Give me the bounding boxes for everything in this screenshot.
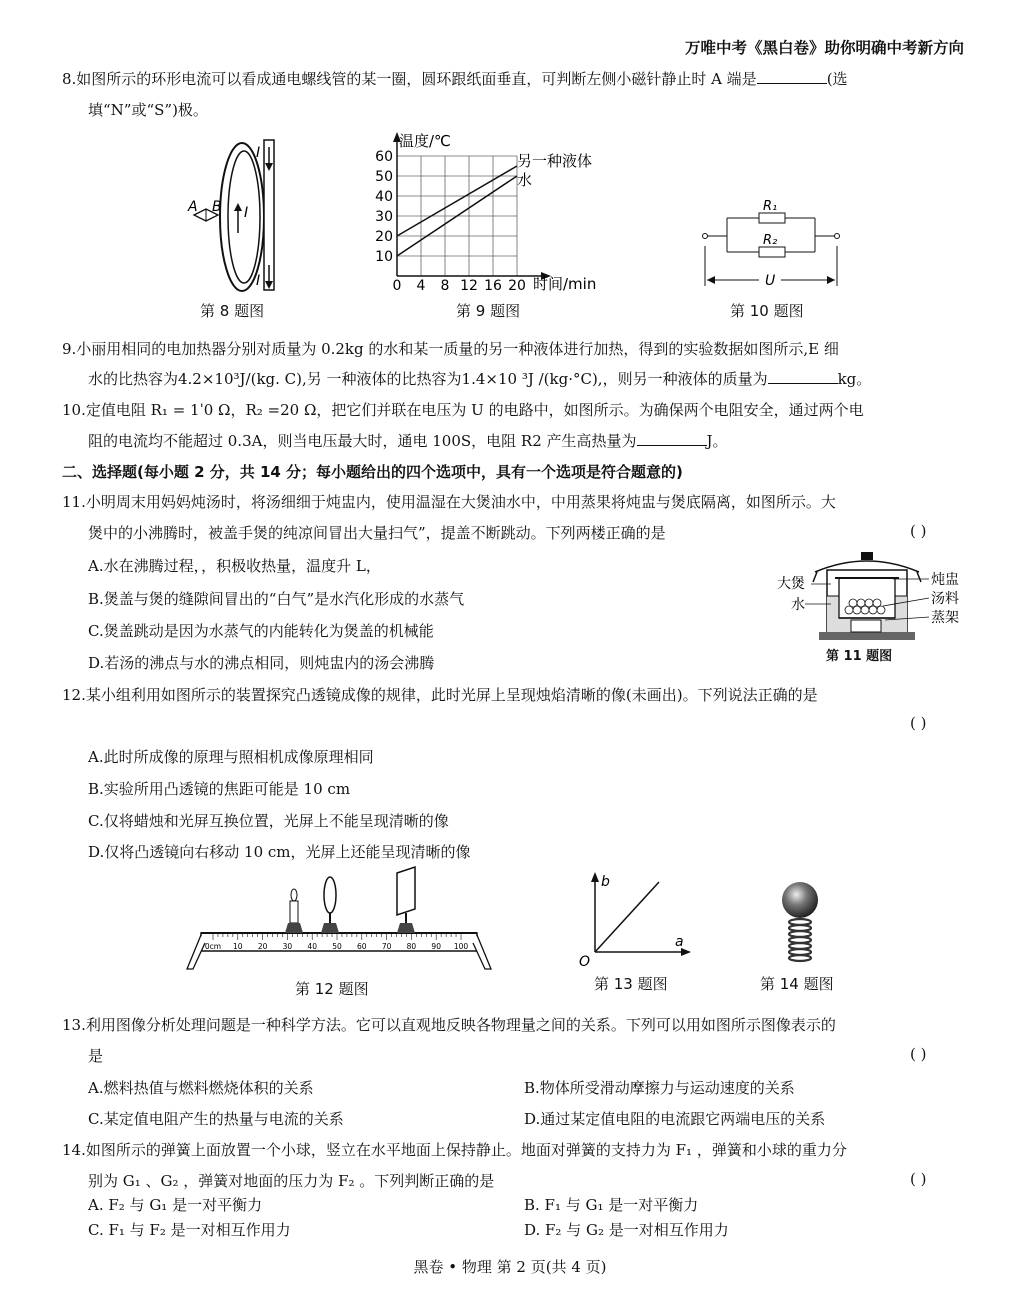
fig8-caption: 第 8 题图	[200, 302, 265, 320]
fig9-ytick-label: 10	[375, 249, 393, 265]
fig12-ruler-label: 80	[406, 942, 417, 951]
q8-answer-blank[interactable]	[757, 69, 827, 84]
q8-text: 8.如图所示的环形电流可以看成通电螺线管的某一圈，圆环跟纸面垂直，可判断左侧小磁针静止时 A 端是	[62, 70, 757, 88]
fig12-ruler-label: 90	[431, 942, 441, 951]
fig10-r2: R₂	[763, 233, 778, 248]
fig11-label-pot: 大煲	[777, 576, 805, 592]
q8-line2: 填“N”或“S”)极。	[88, 101, 208, 119]
q14-option-d[interactable]: D. F₂ 与 G₂ 是一对相互作用力	[524, 1221, 729, 1239]
fig12-ruler-label: 0cm	[204, 942, 222, 951]
fig13-graph	[575, 870, 695, 970]
q9-line2	[88, 368, 871, 389]
fig12-ruler-label: 10	[233, 942, 243, 951]
q8-line1	[62, 68, 848, 89]
fig9-ylabel: 温度/℃	[399, 132, 451, 150]
fig12-ruler-label: 50	[332, 942, 342, 951]
q11-option-c[interactable]: C.煲盖跳动是因为水蒸气的内能转化为煲盖的机械能	[88, 622, 434, 640]
fig9-xtick-label: 4	[416, 278, 426, 294]
q8-text-tail: (选	[826, 70, 848, 88]
fig8-label-b: B	[212, 199, 222, 215]
fig12-ruler-label: 60	[357, 942, 367, 951]
q10-line1: 10.定值电阻 R₁ = 1ˈ0 Ω，R₂ =20 Ω，把它们并联在电压为 U 的电路中，如图所示。为确保两个电阻安全，通过两个电	[62, 401, 864, 419]
q11-answer-paren[interactable]: ( )	[910, 522, 927, 540]
q14-option-b[interactable]: B. F₁ 与 G₁ 是一对平衡力	[524, 1196, 699, 1214]
q9-line1: 9.小丽用相同的电加热器分别对质量为 0.2kg 的水和某一质量的另一种液体进行加热，得到的实验数据如图所示,E 细	[62, 340, 839, 358]
light-screen	[397, 867, 415, 933]
fig8-label-i-bottom: I	[256, 273, 261, 289]
fig8-label-a: A	[188, 199, 198, 215]
fig13-label-a: a	[675, 934, 684, 950]
q13-line1: 13.利用图像分析处理问题是一种科学方法。它可以直观地反映各物理量之间的关系。下列可以用如图所示图像表示的	[62, 1016, 836, 1034]
fig13-label-b: b	[601, 874, 610, 890]
q9-text: 水的比热容为4.2×10³J/(kg. C),另 一种液体的比热容为1.4×10 ³J /(kg·°C),，则另一种液体的质量为	[88, 370, 768, 388]
fig9-label-other: 另一种液体	[517, 152, 593, 170]
q10-text: 阻的电流均不能超过 0.3A，则当电压最大时，通电 100S，电阻 R2 产生高热量为	[88, 432, 637, 450]
fig11-stew-pot	[775, 548, 975, 648]
q12-line1: 12.某小组利用如图所示的装置探究凸透镜成像的规律，此时光屏上呈现烛焰清晰的像(未画出)。下列说法正确的是	[62, 686, 818, 704]
fig9-caption: 第 9 题图	[456, 302, 521, 320]
q14-option-c[interactable]: C. F₁ 与 F₂ 是一对相互作用力	[88, 1221, 291, 1239]
fig12-caption: 第 12 题图	[295, 980, 369, 998]
fig9-ytick-label: 40	[375, 189, 393, 205]
fig9-ytick-label: 50	[375, 169, 393, 185]
fig12-ruler-label: 70	[381, 942, 392, 951]
convex-lens	[321, 877, 339, 933]
fig11-caption: 第 11 题图	[826, 649, 893, 664]
q13-option-c[interactable]: C.某定值电阻产生的热量与电流的关系	[88, 1110, 344, 1128]
fig9-chart	[365, 126, 615, 296]
fig9-series-line-0	[397, 166, 517, 236]
fig12-optical-bench	[185, 865, 495, 975]
q9-unit: kg。	[837, 370, 872, 388]
fig8-ring-current	[180, 135, 310, 300]
q9-answer-blank[interactable]	[768, 369, 838, 384]
q12-answer-paren[interactable]: ( )	[910, 714, 927, 732]
page-footer: 黑卷 • 物理 第 2 页(共 4 页)	[413, 1258, 607, 1276]
fig12-ruler-label: 40	[307, 942, 317, 951]
q11-line2: 煲中的小沸腾时，被盖手煲的纯凉间冒出大量扫气”，提盖不断跳动。下列两楼正确的是	[88, 524, 666, 542]
fig13-caption: 第 13 题图	[594, 975, 668, 993]
q11-option-b[interactable]: B.煲盖与煲的缝隙间冒出的“白气”是水汽化形成的水蒸气	[88, 590, 465, 608]
candle	[285, 889, 303, 933]
fig10-circuit	[695, 190, 855, 295]
q12-option-c[interactable]: C.仅将蜡烛和光屏互换位置，光屏上不能呈现清晰的像	[88, 812, 449, 830]
q13-answer-paren[interactable]: ( )	[910, 1045, 927, 1063]
q14-line1: 14.如图所示的弹簧上面放置一个小球，竖立在水平地面上保持静止。地面对弹簧的支持力为 F₁ ，弹簧和小球的重力分	[62, 1141, 847, 1159]
q10-answer-blank[interactable]	[637, 431, 707, 446]
q13-option-a[interactable]: A.燃料热值与燃料燃烧体积的关系	[88, 1079, 314, 1097]
q13-option-d[interactable]: D.通过某定值电阻的电流跟它两端电压的关系	[524, 1110, 826, 1128]
fig9-ytick-label: 60	[375, 149, 393, 165]
fig11-label-rack: 蒸架	[931, 610, 959, 626]
fig12-ruler-label: 100	[453, 942, 469, 951]
q11-option-d[interactable]: D.若汤的沸点与水的沸点相同，则炖盅内的汤会沸腾	[88, 654, 435, 672]
q11-option-a[interactable]: A.水在沸腾过程，，积极收热量，温度升 L，	[88, 557, 381, 575]
fig9-xtick-label: 8	[440, 278, 450, 294]
q14-answer-paren[interactable]: ( )	[910, 1170, 927, 1188]
fig9-xtick-label: 0	[392, 278, 402, 294]
fig11-label-water: 水	[791, 597, 805, 613]
q14-option-a[interactable]: A. F₂ 与 G₁ 是一对平衡力	[88, 1196, 263, 1214]
fig8-label-i-top: I	[256, 145, 261, 161]
q13-option-b[interactable]: B.物体所受滑动摩擦力与运动速度的关系	[524, 1079, 795, 1097]
fig10-caption: 第 10 题图	[730, 302, 804, 320]
fig9-ytick-label: 30	[375, 209, 393, 225]
q13-line2: 是	[88, 1047, 104, 1065]
fig14-spring-ball	[770, 880, 830, 970]
q12-option-a[interactable]: A.此时所成像的原理与照相机成像原理相同	[88, 748, 374, 766]
section-2-heading: 二、选择题(每小题 2 分，共 14 分；每小题给出的四个选项中，具有一个选项是符合题意的)	[62, 463, 683, 481]
q12-option-d[interactable]: D.仅将凸透镜向右移动 10 cm，光屏上还能呈现清晰的像	[88, 843, 471, 861]
fig9-xtick-label: 12	[460, 278, 478, 294]
fig11-label-soup: 汤料	[931, 591, 959, 607]
q14-line2: 别为 G₁ 、G₂ ，弹簧对地面的压力为 F₂ 。下列判断正确的是	[88, 1172, 495, 1190]
fig11-label-cup: 炖盅	[931, 572, 959, 588]
fig9-ytick-label: 20	[375, 229, 393, 245]
fig9-xtick-label: 20	[508, 278, 526, 294]
fig10-u: U	[765, 273, 776, 289]
fig10-r1: R₁	[763, 199, 778, 214]
q10-line2	[88, 430, 728, 451]
fig9-xlabel: 时间/min	[533, 275, 597, 293]
q12-option-b[interactable]: B.实验所用凸透镜的焦距可能是 10 cm	[88, 780, 351, 798]
q10-unit: J。	[706, 432, 728, 450]
page-header: 万唯中考《黑白卷》助你明确中考新方向	[684, 39, 964, 57]
fig13-label-o: O	[579, 954, 591, 970]
fig8-label-i-mid: I	[244, 205, 249, 221]
fig9-label-water: 水	[517, 171, 533, 189]
fig12-ruler-label: 20	[257, 942, 268, 951]
fig14-caption: 第 14 题图	[760, 975, 834, 993]
q11-line1: 11.小明周末用妈妈炖汤时，将汤细细于炖盅内，使用温湿在大煲油水中，中用蒸果将炖盅与煲底隔离，如图所示。大	[62, 493, 836, 511]
fig9-xtick-label: 16	[484, 278, 502, 294]
fig12-ruler-label: 30	[282, 942, 293, 951]
